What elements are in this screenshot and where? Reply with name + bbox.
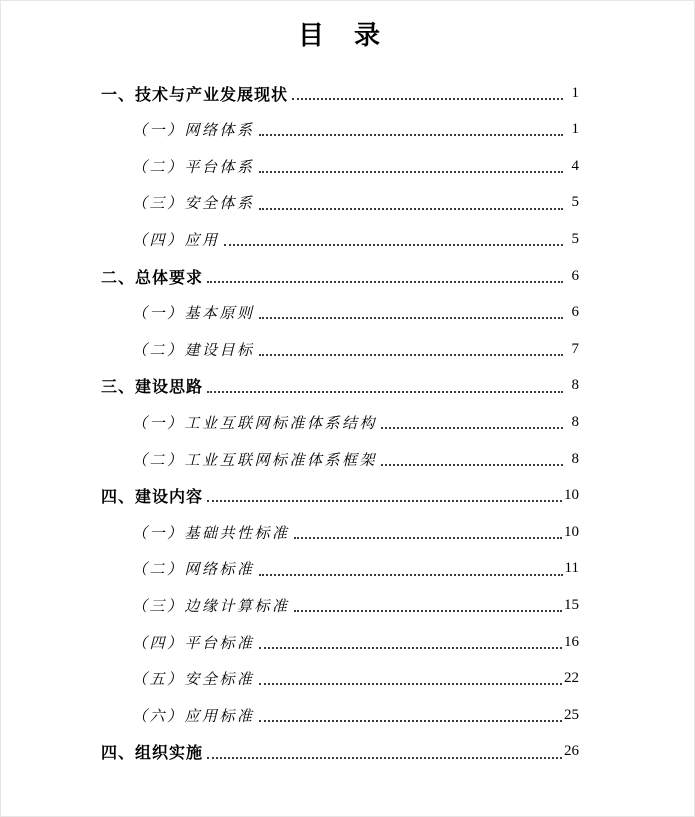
toc-entry-label: 四、组织实施 [101,745,204,763]
toc-entry-label: （四）平台标准 [132,635,255,652]
toc-entry[interactable] [101,368,579,405]
toc-entry-label: 四、建设内容 [101,489,204,507]
toc-entry-label: （一）工业互联网标准体系结构 [132,415,378,432]
toc-entry-page: 6 [571,267,579,284]
toc-entry-page: 4 [571,157,579,174]
toc-entry[interactable] [101,294,579,331]
toc-entry-page: 8 [571,377,579,394]
dot-leader [259,306,563,320]
toc-entry-page: 10 [564,523,579,540]
dot-leader [292,86,563,100]
toc-entry[interactable] [101,258,579,295]
toc-entry-label: （一）基础共性标准 [132,525,290,542]
toc-entry-page: 6 [571,304,579,321]
toc-entry-label: 一、技术与产业发展现状 [101,86,289,104]
dot-leader [207,489,562,503]
dot-leader [259,160,563,174]
toc-entry[interactable] [101,221,579,258]
dot-leader [381,452,563,466]
toc-entry[interactable] [101,733,579,770]
toc-entry-page: 8 [571,450,579,467]
toc-entry[interactable] [101,587,579,624]
dot-leader [259,342,563,356]
toc-entry-page: 1 [571,84,579,101]
dot-leader [207,269,563,283]
dot-leader [207,379,563,393]
dot-leader [224,233,563,247]
toc-entry[interactable] [101,697,579,734]
dot-leader [381,416,563,430]
toc-entry-page: 11 [564,560,579,577]
dot-leader [294,599,562,613]
toc-entry-page: 5 [571,194,579,211]
toc-entry[interactable] [101,441,579,478]
toc-entry-label: 二、总体要求 [101,269,204,287]
toc-entry[interactable] [101,624,579,661]
toc-entry-label: （四）应用 [132,232,220,249]
toc-entry-page: 7 [571,340,579,357]
toc-entry-page: 22 [564,670,579,687]
toc-entry-page: 25 [564,706,579,723]
toc-entry-page: 16 [564,633,579,650]
toc-entry-page: 15 [564,596,579,613]
toc-entry[interactable] [101,111,579,148]
toc-entry[interactable] [101,477,579,514]
document-title: 目 录 [297,21,382,50]
toc-entry-page: 26 [564,743,579,760]
toc-entry-page: 10 [564,487,579,504]
toc-entry-label: （六）应用标准 [132,708,255,725]
toc-entry-page: 5 [571,230,579,247]
dot-leader [259,635,562,649]
toc-entry-label: （三）边缘计算标准 [132,598,290,615]
toc-entry-label: （一）网络体系 [132,123,255,140]
dot-leader [259,562,563,576]
dot-leader [294,525,562,539]
toc-entry[interactable] [101,75,579,112]
toc-entry-page: 8 [571,413,579,430]
toc-entry-label: （二）网络标准 [132,562,255,579]
toc-entry-label: （二）平台体系 [132,159,255,176]
toc-entry-label: （二）工业互联网标准体系框架 [132,452,378,469]
toc-entry[interactable] [101,148,579,185]
toc-entry-label: （三）安全体系 [132,196,255,213]
toc-entry[interactable] [101,660,579,697]
toc-entry[interactable] [101,551,579,588]
dot-leader [259,672,562,686]
toc-entry-label: （二）建设目标 [132,342,255,359]
toc-entry-label: （一）基本原则 [132,306,255,323]
toc-entry[interactable] [101,404,579,441]
toc-entry-label: 三、建设思路 [101,379,204,397]
dot-leader [259,708,562,722]
dot-leader [259,196,563,210]
toc-entry[interactable] [101,185,579,222]
toc-entry-label: （五）安全标准 [132,672,255,689]
toc-content [1,1,694,770]
toc-entry[interactable] [101,331,579,368]
dot-leader [259,123,563,137]
dot-leader [207,745,562,759]
toc-list [101,75,579,770]
toc-entry[interactable] [101,514,579,551]
toc-entry-page: 1 [571,121,579,138]
